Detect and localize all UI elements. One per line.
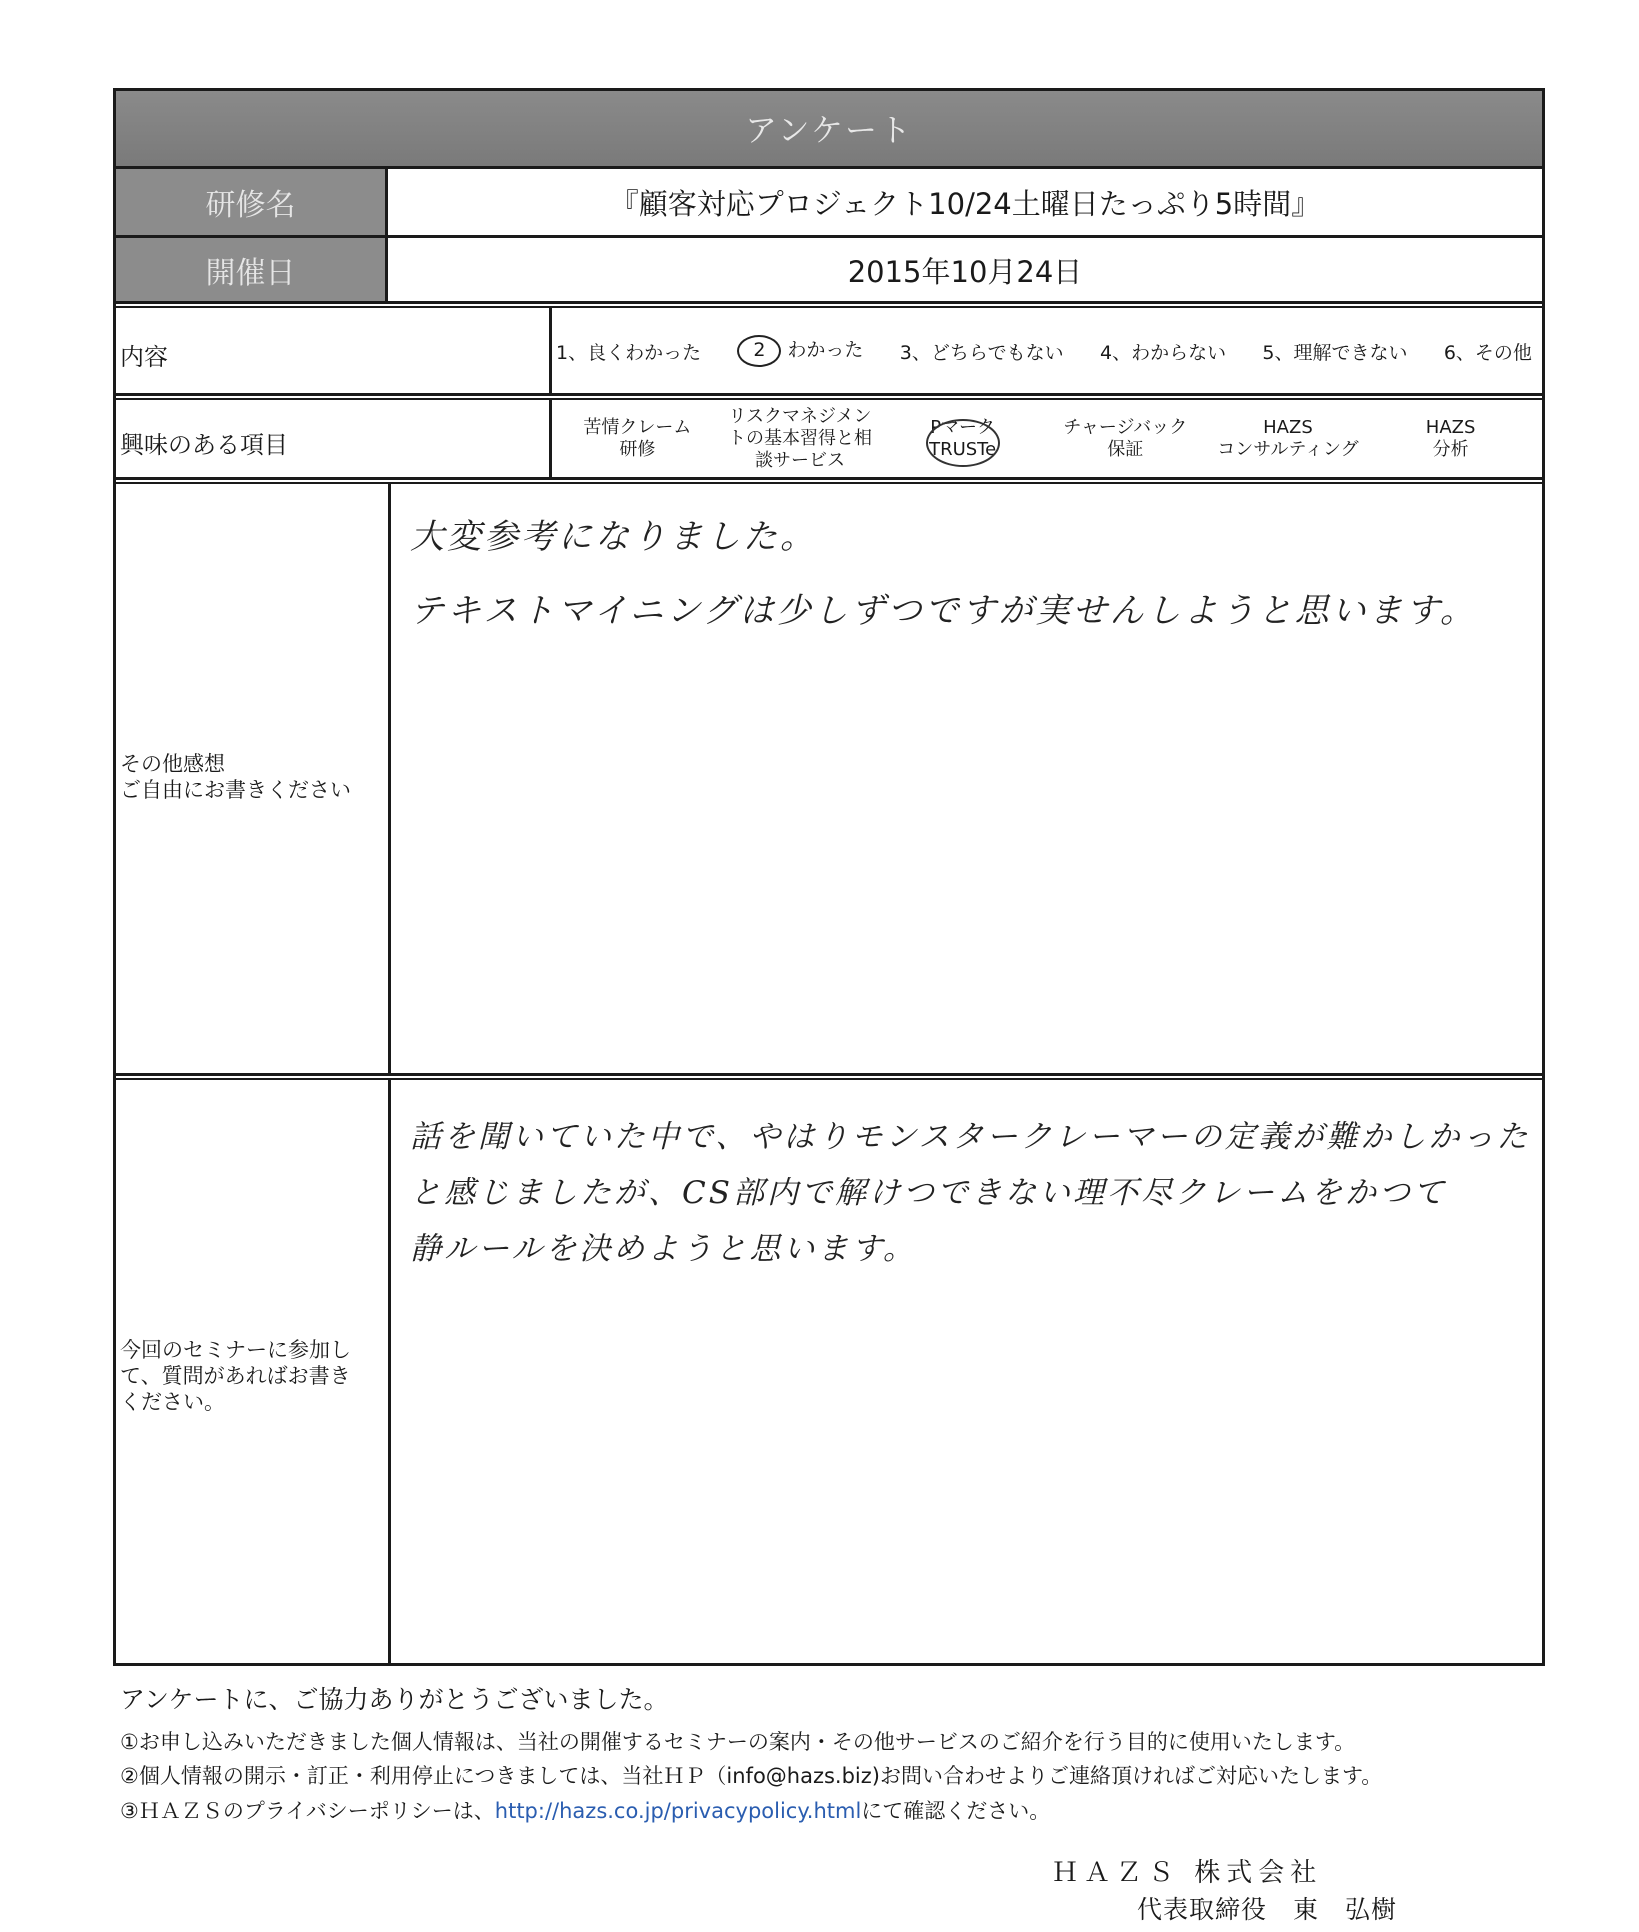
content-option-5: 5、理解できない bbox=[1262, 341, 1408, 364]
column-divider bbox=[388, 484, 391, 1074]
handwritten-feedback-line: 大変参考になりました。 bbox=[410, 517, 817, 557]
interest-line: HAZS bbox=[1263, 417, 1313, 438]
representative-name: 代表取締役 東 弘樹 bbox=[1137, 1895, 1398, 1924]
interest-line: Pマーク bbox=[930, 417, 996, 438]
interest-line: 保証 bbox=[1107, 439, 1144, 460]
interest-line: TRUSTe bbox=[929, 439, 997, 460]
interest-line: HAZS bbox=[1425, 417, 1476, 438]
handwritten-feedback-line: テキストマイニングは少しずつですが実せんしようと思います。 bbox=[410, 591, 1477, 631]
date-label: 開催日 bbox=[116, 238, 388, 302]
content-option-2-label: わかった bbox=[787, 339, 864, 361]
divider bbox=[116, 393, 1542, 400]
interest-hazs-consulting bbox=[1213, 417, 1363, 461]
interest-pmark-selected bbox=[888, 417, 1038, 461]
privacy-note-3-prefix: ③ＨＡＺＳのプライバシーポリシーは、 bbox=[120, 1799, 495, 1823]
privacy-note-3 bbox=[120, 1795, 1050, 1825]
column-divider bbox=[549, 400, 552, 478]
date-value: 2015年10月24日 bbox=[847, 254, 1083, 289]
interest-risk-management bbox=[725, 406, 875, 472]
interest-line: トの基本習得と相 bbox=[727, 428, 872, 449]
interest-hazs-analysis bbox=[1376, 417, 1526, 461]
handwritten-question-line: 静ルールを決めようと思います。 bbox=[410, 1231, 917, 1267]
selected-circle: 2 bbox=[737, 335, 781, 367]
company-name: ＨＡＺＳ 株式会社 bbox=[1052, 1858, 1323, 1888]
survey-form bbox=[113, 88, 1545, 1666]
privacy-note-1: ①お申し込みいただきました個人情報は、当社の開催するセミナーの案内・その他サービスのご紹介を行う目的に使用いたします。 bbox=[120, 1730, 1356, 1754]
selected-circle bbox=[926, 419, 1000, 467]
question-label bbox=[120, 1337, 351, 1415]
content-label: 内容 bbox=[120, 343, 168, 371]
form-title: アンケート bbox=[116, 91, 1542, 169]
handwritten-question-line: 話を聞いていた中で、やはりモンスタークレーマーの定義が難かしかった bbox=[410, 1119, 1531, 1155]
question-label-line: ください。 bbox=[120, 1390, 225, 1414]
content-option-3: 3、どちらでもない bbox=[899, 341, 1064, 364]
column-divider bbox=[549, 308, 552, 394]
interest-line: 研修 bbox=[619, 439, 656, 460]
interest-label: 興味のある項目 bbox=[120, 431, 288, 459]
interest-line: 苦情クレーム bbox=[583, 417, 692, 438]
feedback-label bbox=[120, 751, 351, 803]
divider bbox=[116, 1073, 1542, 1080]
interest-line: チャージバック bbox=[1063, 417, 1188, 438]
thanks-message: アンケートに、ご協力ありがとうございました。 bbox=[120, 1685, 669, 1714]
privacy-policy-link[interactable]: http://hazs.co.jp/privacypolicy.html bbox=[494, 1799, 862, 1823]
interest-line: リスクマネジメン bbox=[728, 406, 872, 427]
interest-chargeback bbox=[1050, 417, 1200, 461]
course-label: 研修名 bbox=[116, 169, 388, 235]
content-option-2-selected bbox=[737, 335, 863, 367]
feedback-label-line: その他感想 bbox=[120, 752, 225, 776]
feedback-label-line: ご自由にお書きください bbox=[120, 778, 351, 802]
interest-line: コンサルティング bbox=[1217, 439, 1359, 460]
divider bbox=[116, 477, 1542, 484]
course-value: 『顧客対応プロジェクト10/24土曜日たっぷり5時間』 bbox=[609, 186, 1321, 221]
date-row bbox=[116, 238, 1542, 302]
question-label-line: 今回のセミナーに参加し bbox=[120, 1338, 351, 1362]
column-divider bbox=[388, 1080, 391, 1666]
content-option-1: 1、良くわかった bbox=[556, 341, 702, 364]
interest-line: 談サービス bbox=[754, 450, 845, 471]
content-option-6: 6、その他 bbox=[1443, 341, 1532, 364]
handwritten-question-line: と感じましたが、CS部内で解けつできない理不尽クレームをかつて bbox=[410, 1175, 1447, 1211]
content-options bbox=[556, 308, 1532, 394]
interest-line: 分析 bbox=[1432, 439, 1469, 460]
divider bbox=[116, 301, 1542, 308]
privacy-note-3-suffix: にて確認ください。 bbox=[861, 1799, 1051, 1823]
privacy-note-2: ②個人情報の開示・訂正・利用停止につきましては、当社ＨＰ（info@hazs.biz)お問い合わせよりご連絡頂ければご対応いたします。 bbox=[120, 1764, 1383, 1788]
course-row bbox=[116, 169, 1542, 235]
question-label-line: て、質問があればお書き bbox=[120, 1364, 351, 1388]
interest-complaint-training bbox=[562, 417, 712, 461]
interest-options bbox=[556, 400, 1532, 478]
content-option-4: 4、わからない bbox=[1100, 341, 1227, 364]
